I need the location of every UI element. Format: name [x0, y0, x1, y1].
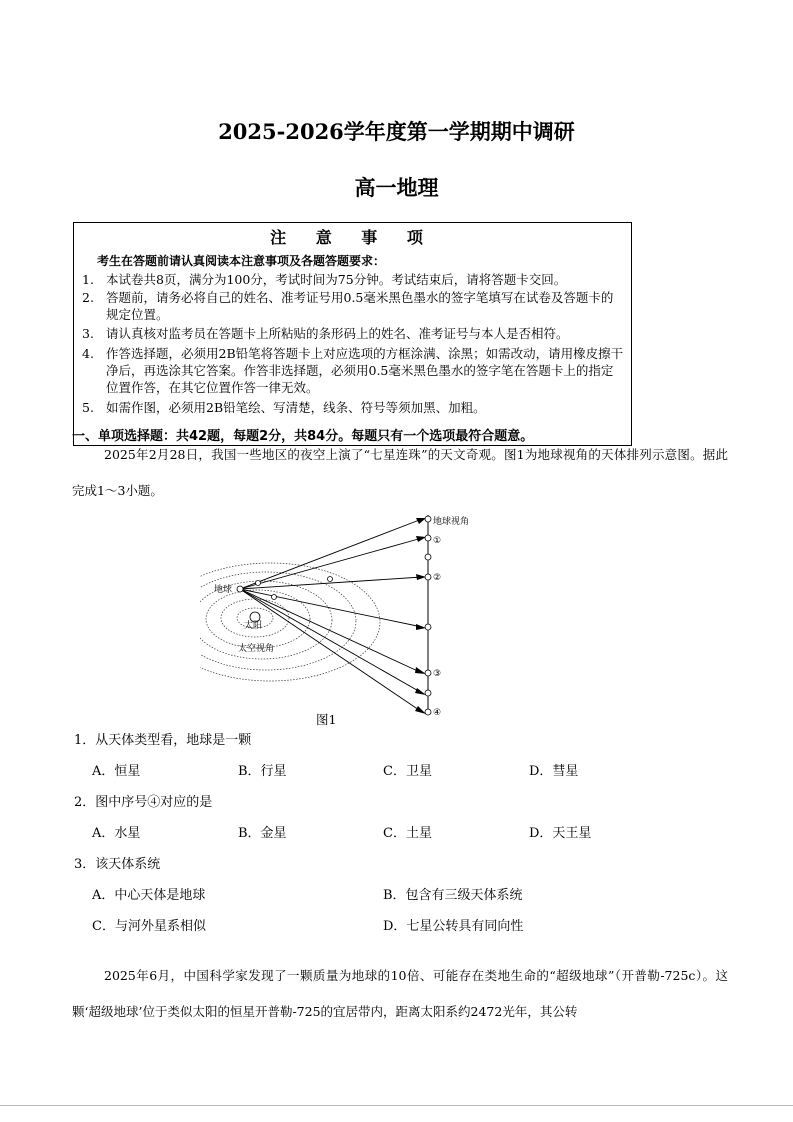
marker-1: ① [433, 536, 442, 546]
notice-item [82, 325, 625, 342]
passage-super-earth: 2025年6月，中国科学家发现了一颗质量为地球的10倍、可能存在类地生命的“超级地球”（开普勒-725c）。这颗‘超级地球’位于类似太阳的恒星开普勒-725的宜居带内，距离太阳系约2472光年，其公转 [72, 968, 728, 1019]
planet-markers [237, 516, 431, 715]
arrow-heads [415, 518, 426, 714]
marker-2: ② [433, 573, 442, 583]
marker-4: ④ [433, 708, 442, 718]
section-heading: 一、单项选择题：共42题，每题2分，共84分。每题只有一个选项最符合题意。 [72, 429, 534, 444]
notice-box [73, 222, 632, 446]
notice-item-number: 3. [82, 326, 94, 341]
q3-option-d: D．七星公转具有同向性 [383, 919, 524, 934]
notice-item [82, 271, 625, 288]
notice-item [82, 345, 625, 396]
figure-caption: 图1 [316, 712, 337, 727]
q2-option-b: B．金星 [238, 826, 287, 841]
notice-item-text: 如需作图，必须用2B铅笔绘、写清楚，线条、符号等须加黑、加粗。 [106, 400, 486, 415]
subject-title: 高一地理 [354, 175, 439, 200]
notice-item-text: 答题前，请务必将自己的姓名、准考证号用0.5毫米黑色墨水的签字笔填写在试卷及答题卡的规定位置。 [106, 290, 614, 322]
q3-option-c: C．与河外星系相似 [92, 919, 206, 934]
q2-option-c: C．土星 [383, 826, 432, 841]
sight-lines [240, 519, 422, 712]
notice-item-number: 1. [82, 272, 94, 287]
notice-title: 注 意 事 项 [270, 228, 435, 247]
figure-planet-alignment [200, 505, 490, 720]
q2-option-a: A．水星 [92, 826, 141, 841]
q1-option-b: B．行星 [238, 764, 287, 779]
q1-option-d: D．彗星 [529, 764, 579, 779]
label-earth-view: 地球视角 [433, 517, 470, 527]
passage-intro: 2025年2月28日，我国一些地区的夜空上演了“七星连珠”的天文奇观。图1为地球视角的天体排列示意图。据此完成1～3小题。 [72, 447, 728, 498]
marker-3: ③ [433, 669, 442, 679]
notice-item [82, 399, 625, 416]
notice-item-number: 4. [82, 346, 94, 361]
notice-item-text: 作答选择题，必须用2B铅笔将答题卡上对应选项的方框涂满、涂黑；如需改动，请用橡皮擦干净后，再选涂其它答案。作答非选择题，必须用0.5毫米黑色墨水的签字笔在答题卡上的指定位置作答，在其它位置作答一律无效。 [106, 346, 624, 395]
orbit-rings [200, 563, 380, 681]
question-3-stem: 3．该天体系统 [74, 857, 161, 872]
notice-intro: 考生在答题前请认真阅读本注意事项及各题答题要求： [97, 254, 386, 268]
notice-item-text: 请认真核对监考员在答题卡上所粘贴的条形码上的姓名、准考证号与本人是否相符。 [106, 326, 569, 341]
notice-item-number: 2. [82, 290, 94, 305]
notice-item [82, 289, 625, 323]
q3-option-a: A．中心天体是地球 [92, 888, 206, 903]
page-bottom-divider [0, 1105, 793, 1106]
question-2-stem: 2．图中序号④对应的是 [74, 795, 213, 810]
q1-option-c: C．卫星 [383, 764, 432, 779]
q2-option-d: D．天王星 [529, 826, 592, 841]
q3-option-b: B．包含有三级天体系统 [383, 888, 523, 903]
notice-item-number: 5. [82, 400, 94, 415]
label-space-view: 太空视角 [238, 644, 275, 654]
label-sun: 太阳 [244, 621, 263, 631]
question-1-stem: 1．从天体类型看，地球是一颗 [74, 733, 252, 748]
exam-title: 2025-2026学年度第一学期期中调研 [218, 119, 575, 144]
notice-item-text: 本试卷共8页，满分为100分，考试时间为75分钟。考试结束后，请将答题卡交回。 [106, 272, 567, 287]
label-earth: 地球 [214, 585, 233, 595]
q1-option-a: A．恒星 [92, 764, 141, 779]
